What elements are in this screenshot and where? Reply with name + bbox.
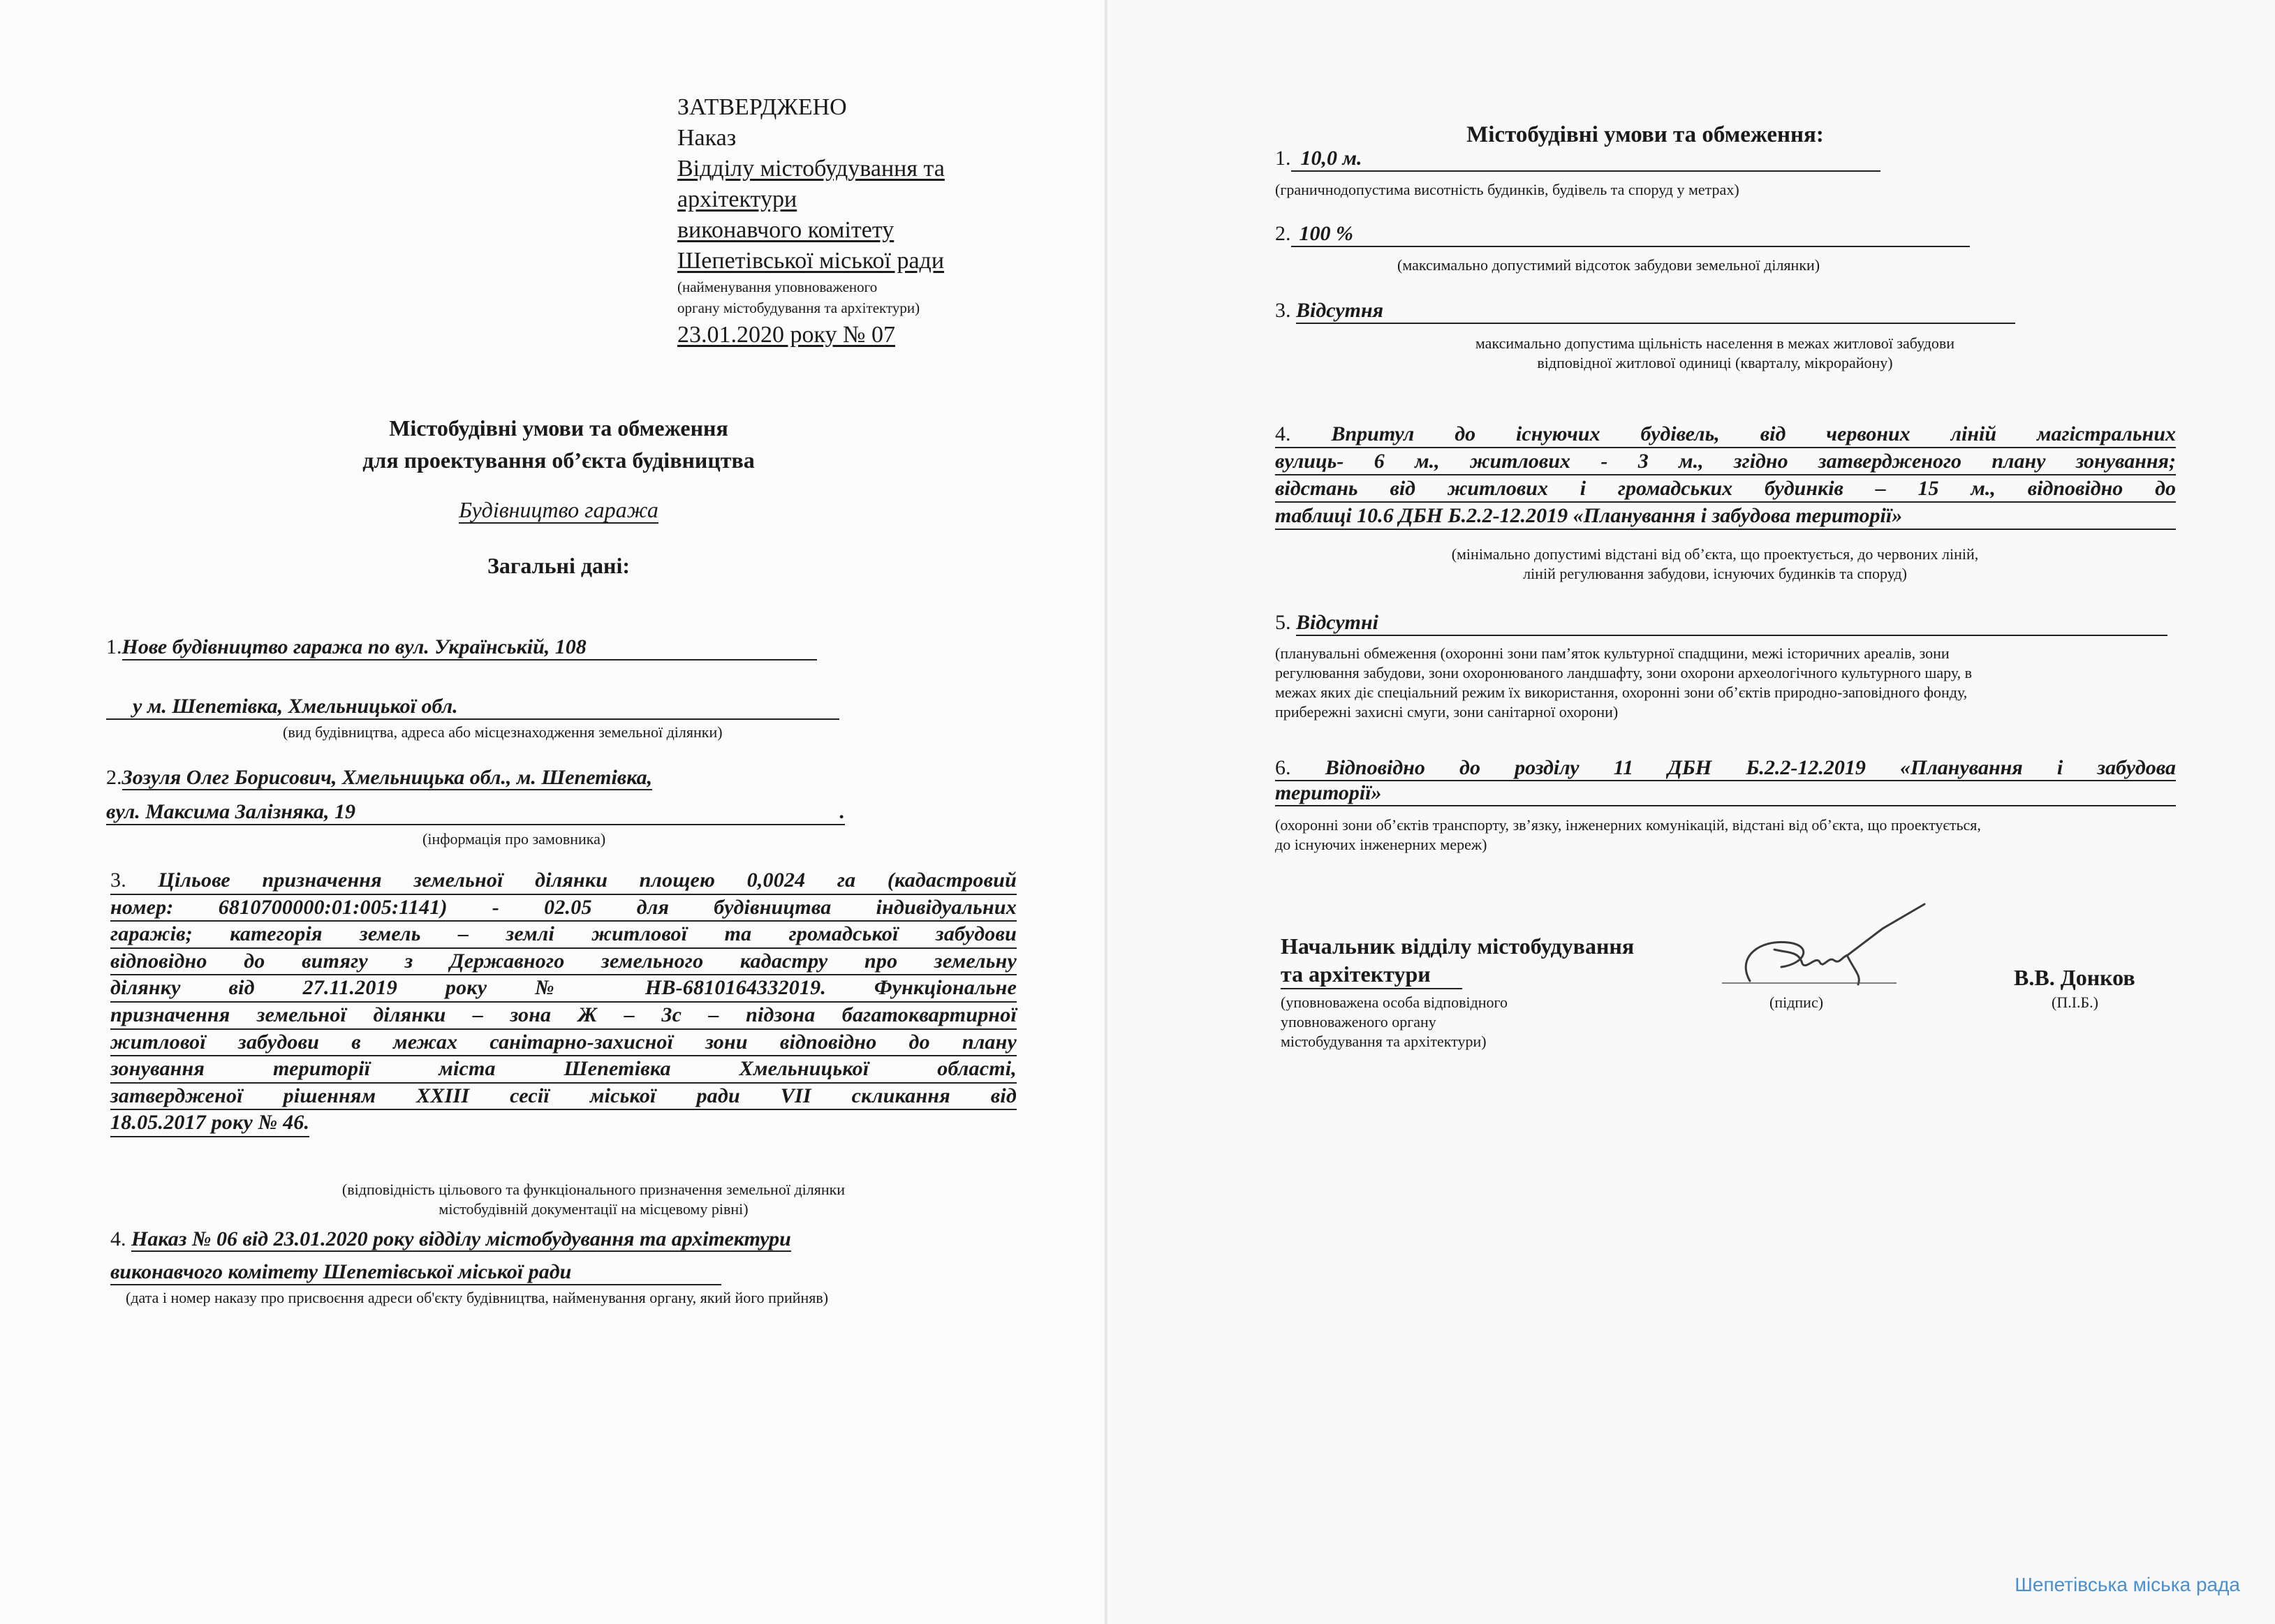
object-name: Будівництво гаража [459,497,658,522]
item3-line-6: призначення земельної ділянки – зона Ж – 3с – підзона багатоквартирної [110,1003,1017,1030]
item3-line-1: 3. Цільове призначення земельної ділянки площею 0,0024 га (кадастровий [110,868,1017,895]
item1-number: 1. [106,635,122,658]
r2-value: 100 % [1291,222,1970,247]
r6-caption-1: (охоронні зони об’єктів транспорту, зв’язку, інженерних комунікацій, відстані від об’єкта, що проектується, [1275,816,1981,834]
item2 [106,766,845,790]
r1-number: 1. [1275,147,1291,170]
r2-number: 2. [1275,222,1291,245]
r4-caption [1401,545,2029,584]
approving-org-line-4: Шепетівської міської ради [677,248,945,274]
item4-line2-wrap [110,1260,721,1285]
r3-caption-2: відповідної житлової одиниці (кварталу, мікрорайону) [1537,354,1893,371]
item2-line2-end: . [839,800,845,823]
item3-caption-1: (відповідність цільового та функціонального призначення земельної ділянки [341,1181,846,1198]
r3-number: 3. [1275,299,1291,322]
r1 [1275,147,1880,172]
item3-caption [251,1180,936,1219]
item4-line2: виконавчого комітету Шепетівської міської ради [110,1260,721,1285]
item1-line2-wrap [106,695,839,720]
r1-value: 10,0 м. [1291,147,1880,172]
item2-line1: Зозуля Олег Борисович, Хмельницька обл., м. Шепетівка, [122,766,653,789]
restrictions-heading: Містобудівні умови та обмеження: [1466,122,1824,147]
signatory-position-caption [1281,993,1508,1051]
right-page [1107,0,2275,1624]
signatory-name: В.В. Донков [2014,965,2135,990]
r6-line-2: території» [1275,781,2176,806]
document-title [209,412,908,476]
item3-line-2: номер: 6810700000:01:005:1141) - 02.05 для будівництва індивідуальних [110,895,1017,922]
item3-caption-2: містобудівній документації на місцевому рівні) [439,1200,749,1218]
approved-stamp-text: ЗАТВЕРДЖЕНО [677,94,847,120]
r6-text-1: Відповідно до розділу 11 ДБН Б.2.2-12.2019 «Планування і забудова [1325,756,2177,779]
item3-line-9: затвердженої рішенням XXIII сесії міської ради VII скликання від [110,1084,1017,1111]
title-line-2: для проектування об’єкта будівництва [362,448,755,473]
item3-text-1: Цільове призначення земельної ділянки площею 0,0024 га (кадастровий [158,869,1017,892]
approving-org-line-3: виконавчого комітету [677,217,894,243]
r4-line-3: відстань від житлових і громадських будинків – 15 м., відповідно до [1275,475,2176,503]
item1-line1: Нове будівництво гаража по вул. Українській, 108 [122,635,817,660]
r4 [1275,421,2176,530]
r6 [1275,756,2176,806]
item3-line-10: 18.05.2017 року № 46. [110,1110,309,1137]
signature-caption: (підпис) [1769,994,1824,1011]
r3 [1275,299,2015,324]
title-line-1: Містобудівні умови та обмеження [389,415,728,441]
item1-caption: (вид будівництва, адреса або місцезнаходження земельної ділянки) [283,723,723,741]
signatory-position [1281,932,1634,989]
item3-line-7: житлової забудови в межах санітарно-захисної зони відповідно до плану [110,1030,1017,1057]
r4-number: 4. [1275,422,1291,445]
signatory-name-caption: (П.І.Б.) [2052,994,2098,1011]
signatory-position-line-2: та архітектури [1281,960,1462,989]
general-data-heading: Загальні дані: [487,553,631,578]
r6-number: 6. [1275,756,1291,779]
r5-value: Відсутні [1296,611,2167,636]
order-label: Наказ [677,125,737,151]
approving-org-caption-2: органу містобудування та архітектури) [677,300,920,316]
r5 [1275,611,2167,636]
r4-caption-2: ліній регулювання забудови, існуючих будинків та споруд) [1523,565,1907,582]
r5-caption [1275,644,2183,722]
approving-org-line-1: Відділу містобудування та [677,156,945,182]
r3-caption-1: максимально допустима щільність населення в межах житлової забудови [1475,334,1955,352]
r4-line-1 [1275,421,2176,448]
position-caption-2: уповноваженого органу [1281,1013,1436,1031]
object-name-wrap [209,497,908,523]
r4-text-1: Впритул до існуючих будівель, від червоних ліній магістральних [1331,422,2176,445]
r3-caption [1401,334,2029,373]
approval-block [677,92,945,350]
item3-line-5: ділянку від 27.11.2019 року № НВ-6810164332019. Функціональне [110,975,1017,1003]
r5-caption-1: (планувальні обмеження (охоронні зони пам’яток культурної спадщини, межі історичних ареалів, зони [1275,644,1950,662]
r6-caption [1275,815,2190,855]
r2 [1275,222,1970,247]
r4-line-4: таблиці 10.6 ДБН Б.2.2-12.2019 «Планування і забудова території» [1275,503,2176,530]
r4-line-2: вулиць- 6 м., житлових - 3 м., згідно затвердженого плану зонування; [1275,448,2176,475]
r2-caption: (максимально допустимий відсоток забудови земельної ділянки) [1397,256,1820,274]
approval-date: 23.01.2020 року № 07 [677,322,895,348]
r5-caption-2: регулювання забудови, зони охоронюваного ландшафту, зони охорони археологічного культурного шару, в [1275,664,1973,681]
r5-caption-3: межах яких діє спеціальний режим їх використання, охоронні зони об’єктів природно-заповідного фонду, [1275,684,1968,701]
item3-line-8: зонування території міста Шепетівка Хмельницької області, [110,1056,1017,1084]
item1 [106,635,817,660]
item2-caption: (інформація про замовника) [422,830,606,848]
item3-line-3: гаражів; категорія земель – землі житлової та громадської забудови [110,922,1017,949]
position-caption-3: містобудування та архітектури) [1281,1033,1487,1050]
item4-line1: Наказ № 06 від 23.01.2020 року відділу містобудування та архітектури [131,1227,791,1250]
handwritten-signature-icon [1722,901,1938,998]
r5-caption-4: прибережні захисні смуги, зони санітарної охорони) [1275,703,1619,721]
signatory-position-line-1: Начальник відділу містобудування [1281,933,1635,959]
position-caption-1: (уповноважена особа відповідного [1281,994,1508,1011]
item4-caption: (дата і номер наказу про присвоєння адреси об'єкту будівництва, найменування органу, який його прийняв) [126,1289,829,1306]
approving-org-line-2: архітектури [677,186,797,212]
item4-number: 4. [110,1227,126,1250]
approving-org-caption-1: (найменування уповноваженого [677,279,878,295]
r3-value: Відсутня [1296,299,2015,324]
watermark-label: Шепетівська міська рада [2015,1574,2240,1595]
item2-number: 2. [106,766,122,789]
item3-line-4: відповідно до витягу з Державного земельного кадастру про земельну [110,949,1017,976]
r5-number: 5. [1275,611,1291,634]
item1-line2: у м. Шепетівка, Хмельницької обл. [106,695,839,720]
item2-line2-wrap [106,800,845,825]
r6-caption-2: до існуючих інженерних мереж) [1275,836,1487,853]
r4-caption-1: (мінімально допустимі відстані від об’єкта, що проектується, до червоних ліній, [1451,545,1979,563]
r6-line-1 [1275,756,2176,781]
item2-line2: вул. Максима Залізняка, 19 [106,800,355,823]
item3 [110,868,1017,1137]
left-page [0,0,1107,1624]
r1-caption: (граничнодопустима висотність будинків, будівель та споруд у метрах) [1275,181,1739,198]
item4 [110,1227,1018,1251]
